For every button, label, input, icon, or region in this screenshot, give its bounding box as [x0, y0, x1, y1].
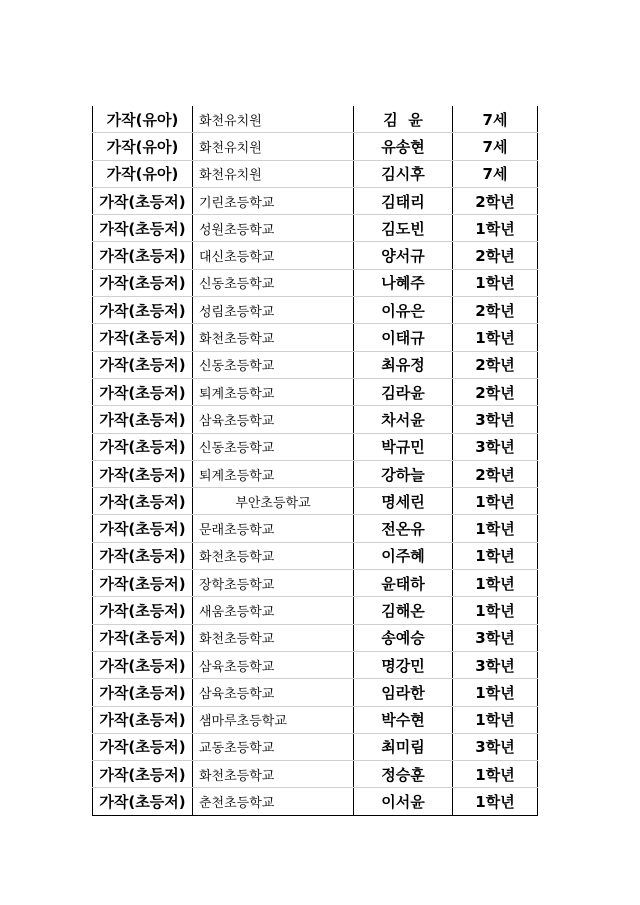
school-cell: 삼육초등학교 [193, 679, 354, 706]
name-cell: 송예승 [354, 624, 453, 651]
table-row [93, 515, 538, 542]
school-cell: 문래초등학교 [193, 515, 354, 542]
category-cell: 가작(초등저) [93, 297, 193, 324]
school-cell: 화천유치원 [193, 160, 354, 187]
school-cell: 화천초등학교 [193, 761, 354, 788]
school-cell: 화천초등학교 [193, 324, 354, 351]
grade-cell: 1학년 [453, 679, 538, 706]
table-row [93, 788, 538, 815]
table-row [93, 378, 538, 405]
school-cell: 새움초등학교 [193, 597, 354, 624]
grade-cell: 3학년 [453, 651, 538, 678]
category-cell: 가작(초등저) [93, 624, 193, 651]
name-cell: 나혜주 [354, 269, 453, 296]
table-row [93, 761, 538, 788]
grade-cell: 2학년 [453, 187, 538, 214]
table-row [93, 406, 538, 433]
table-row [93, 106, 538, 133]
grade-cell: 3학년 [453, 433, 538, 460]
name-cell: 양서규 [354, 242, 453, 269]
category-cell: 가작(초등저) [93, 433, 193, 460]
table-row [93, 351, 538, 378]
name-cell: 명강민 [354, 651, 453, 678]
school-cell: 신동초등학교 [193, 269, 354, 296]
name-cell: 강하늘 [354, 460, 453, 487]
category-cell: 가작(초등저) [93, 269, 193, 296]
table-row [93, 733, 538, 760]
category-cell: 가작(초등저) [93, 215, 193, 242]
grade-cell: 1학년 [453, 570, 538, 597]
name-cell: 박규민 [354, 433, 453, 460]
school-cell: 신동초등학교 [193, 351, 354, 378]
school-cell: 장학초등학교 [193, 570, 354, 597]
category-cell: 가작(유아) [93, 133, 193, 160]
name-cell: 김라윤 [354, 378, 453, 405]
grade-cell: 7세 [453, 133, 538, 160]
grade-cell: 1학년 [453, 597, 538, 624]
category-cell: 가작(초등저) [93, 570, 193, 597]
category-cell: 가작(초등저) [93, 542, 193, 569]
name-cell: 이유은 [354, 297, 453, 324]
grade-cell: 2학년 [453, 297, 538, 324]
school-cell: 화천초등학교 [193, 624, 354, 651]
table-row [93, 297, 538, 324]
category-cell: 가작(유아) [93, 160, 193, 187]
table-row [93, 460, 538, 487]
grade-cell: 1학년 [453, 515, 538, 542]
name-cell: 이주혜 [354, 542, 453, 569]
category-cell: 가작(초등저) [93, 378, 193, 405]
category-cell: 가작(초등저) [93, 733, 193, 760]
table-row [93, 679, 538, 706]
category-cell: 가작(초등저) [93, 651, 193, 678]
grade-cell: 1학년 [453, 706, 538, 733]
table-row [93, 597, 538, 624]
table-row [93, 570, 538, 597]
name-cell: 김해온 [354, 597, 453, 624]
grade-cell: 1학년 [453, 324, 538, 351]
category-cell: 가작(초등저) [93, 597, 193, 624]
school-cell: 화천유치원 [193, 133, 354, 160]
table-row [93, 160, 538, 187]
grade-cell: 2학년 [453, 460, 538, 487]
school-cell: 삼육초등학교 [193, 406, 354, 433]
grade-cell: 3학년 [453, 733, 538, 760]
name-cell: 박수현 [354, 706, 453, 733]
school-cell: 성림초등학교 [193, 297, 354, 324]
school-cell: 성원초등학교 [193, 215, 354, 242]
name-cell: 이서윤 [354, 788, 453, 815]
name-cell: 김 윤 [354, 106, 453, 133]
school-cell: 샘마루초등학교 [193, 706, 354, 733]
table-row [93, 187, 538, 214]
category-cell: 가작(초등저) [93, 324, 193, 351]
table-row [93, 651, 538, 678]
table-row [93, 242, 538, 269]
school-cell: 퇴계초등학교 [193, 378, 354, 405]
grade-cell: 2학년 [453, 351, 538, 378]
name-cell: 윤태하 [354, 570, 453, 597]
school-cell: 삼육초등학교 [193, 651, 354, 678]
school-cell: 화천초등학교 [193, 542, 354, 569]
name-cell: 유송현 [354, 133, 453, 160]
category-cell: 가작(초등저) [93, 706, 193, 733]
category-cell: 가작(초등저) [93, 761, 193, 788]
grade-cell: 3학년 [453, 624, 538, 651]
table-row [93, 269, 538, 296]
grade-cell: 2학년 [453, 242, 538, 269]
grade-cell: 2학년 [453, 378, 538, 405]
table-row [93, 324, 538, 351]
category-cell: 가작(초등저) [93, 351, 193, 378]
award-table-body [93, 106, 538, 815]
grade-cell: 7세 [453, 160, 538, 187]
table-row [93, 542, 538, 569]
table-row [93, 133, 538, 160]
grade-cell: 1학년 [453, 488, 538, 515]
table-row [93, 624, 538, 651]
school-cell: 춘천초등학교 [193, 788, 354, 815]
table-row [93, 706, 538, 733]
school-cell: 대신초등학교 [193, 242, 354, 269]
grade-cell: 1학년 [453, 761, 538, 788]
grade-cell: 1학년 [453, 788, 538, 815]
school-cell: 화천유치원 [193, 106, 354, 133]
table-row [93, 433, 538, 460]
grade-cell: 1학년 [453, 215, 538, 242]
school-cell: 교동초등학교 [193, 733, 354, 760]
category-cell: 가작(초등저) [93, 679, 193, 706]
category-cell: 가작(초등저) [93, 488, 193, 515]
category-cell: 가작(초등저) [93, 515, 193, 542]
table-row [93, 488, 538, 515]
name-cell: 김태리 [354, 187, 453, 214]
grade-cell: 1학년 [453, 542, 538, 569]
name-cell: 전온유 [354, 515, 453, 542]
category-cell: 가작(유아) [93, 106, 193, 133]
name-cell: 김시후 [354, 160, 453, 187]
category-cell: 가작(초등저) [93, 187, 193, 214]
school-cell: 퇴계초등학교 [193, 460, 354, 487]
category-cell: 가작(초등저) [93, 242, 193, 269]
table-row [93, 215, 538, 242]
school-cell: 기린초등학교 [193, 187, 354, 214]
grade-cell: 1학년 [453, 269, 538, 296]
name-cell: 차서윤 [354, 406, 453, 433]
name-cell: 명세린 [354, 488, 453, 515]
award-table [92, 106, 538, 816]
name-cell: 정승훈 [354, 761, 453, 788]
school-cell: 부안초등학교 [193, 488, 354, 515]
grade-cell: 3학년 [453, 406, 538, 433]
name-cell: 이태규 [354, 324, 453, 351]
school-cell: 신동초등학교 [193, 433, 354, 460]
grade-cell: 7세 [453, 106, 538, 133]
category-cell: 가작(초등저) [93, 788, 193, 815]
name-cell: 김도빈 [354, 215, 453, 242]
name-cell: 임라한 [354, 679, 453, 706]
category-cell: 가작(초등저) [93, 460, 193, 487]
category-cell: 가작(초등저) [93, 406, 193, 433]
name-cell: 최유정 [354, 351, 453, 378]
name-cell: 최미림 [354, 733, 453, 760]
